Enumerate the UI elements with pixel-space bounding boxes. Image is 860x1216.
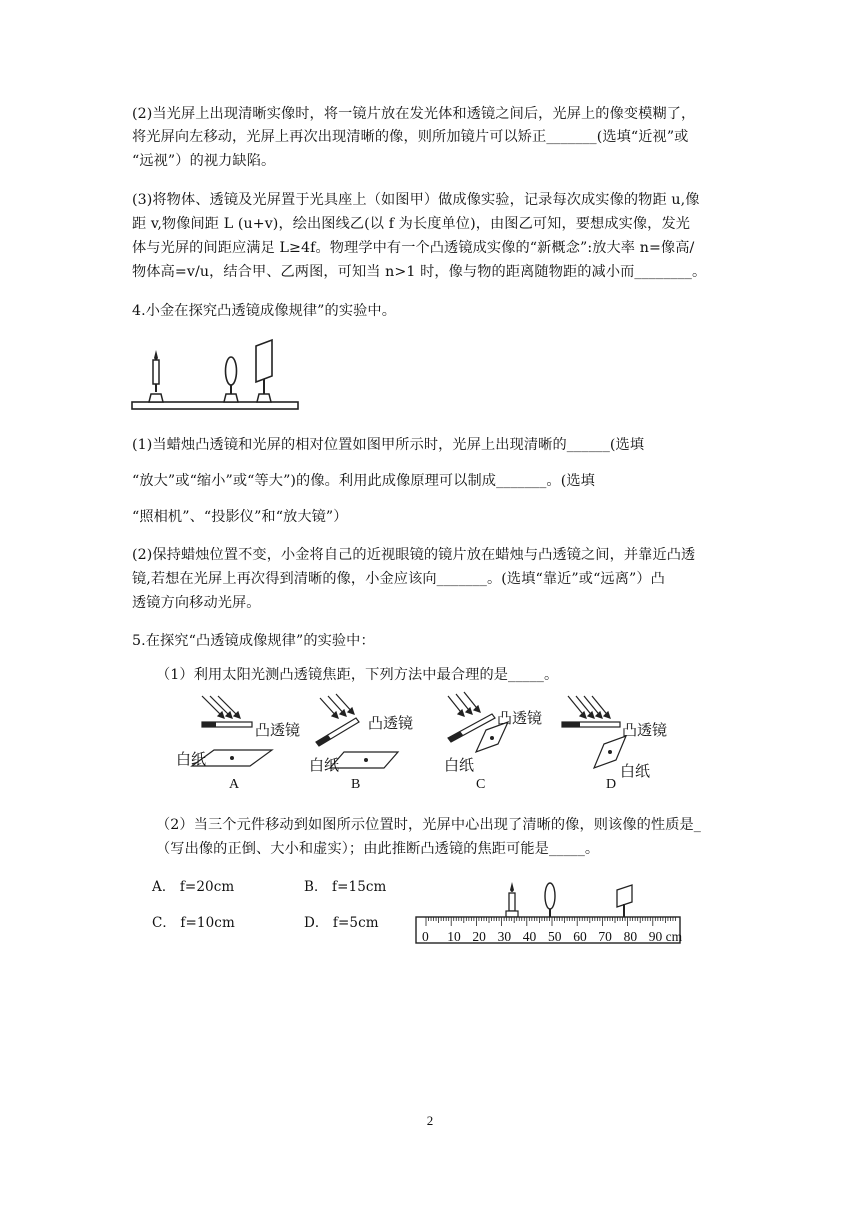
ruler-label: 40 (522, 929, 537, 944)
ruler-label: 30 (497, 929, 512, 944)
label-lens-a: 凸透镜 (255, 721, 301, 739)
option-c: C． f=10cm (152, 915, 235, 931)
q3-p3-line2: 距 v,物像间距 L (u+v)，绘出图线乙(以 f 为长度单位)，由图乙可知，要想成实像，发光 (132, 216, 691, 232)
option-a: A． f=20cm (152, 879, 235, 895)
q3-p3-line4: 物体高=v/u，结合甲、乙两图，可知当 n>1 时，像与物的距离随物距的减小而________。 (132, 264, 707, 280)
label-paper-c: 白纸 (444, 756, 475, 774)
q4-p2-line1: (2)保持蜡烛位置不变，小金将自己的近视眼镜的镜片放在蜡烛与凸透镜之间，并靠近凸透 (132, 547, 696, 563)
q3-p3-line3: 体与光屏的间距应满足 L≥4f。物理学中有一个凸透镜成实像的“新概念”:放大率 n=像高/ (132, 240, 695, 256)
ruler-label: 80 (623, 929, 638, 944)
page-number: 2 (426, 1113, 434, 1128)
label-paper-b: 白纸 (309, 756, 340, 774)
label-paper-d: 白纸 (620, 762, 651, 780)
label-lens-c: 凸透镜 (497, 709, 543, 727)
q4-p1-line3: “照相机”、“投影仪”和“放大镜”） (132, 509, 348, 525)
q4-p2-line3: 透镜方向移动光屏。 (132, 595, 261, 611)
label-option-a: A (229, 777, 240, 792)
label-lens-b: 凸透镜 (368, 714, 414, 732)
q5-p2-line2: （写出像的正倒、大小和虚实）；由此推断凸透镜的焦距可能是_____。 (156, 841, 600, 857)
option-b: B． f=15cm (304, 879, 387, 895)
q3-p2-line3: “远视”）的视力缺陷。 (132, 153, 276, 169)
q4-p1-line2: “放大”或“缩小”或“等大”)的像。利用此成像原理可以制成_______。(选填 (132, 473, 595, 489)
ruler-label: 60 (573, 929, 587, 944)
q3-p2-line2: 将光屏向左移动，光屏上再次出现清晰的像，则所加镜片可以矫正_______(选填“近视”或 (132, 129, 689, 145)
q5-title: 5.在探究“凸透镜成像规律”的实验中： (132, 633, 375, 649)
ruler-label: 10 (447, 929, 461, 944)
q5-p2-line1: （2）当三个元件移动到如图所示位置时，光屏中心出现了清晰的像，则该像的性质是_ (156, 817, 701, 833)
label-lens-d: 凸透镜 (622, 721, 668, 739)
optical-bench-figure-jia (130, 338, 300, 414)
label-option-c: C (476, 777, 486, 792)
option-d: D． f=5cm (304, 915, 379, 931)
q3-p3-line1: (3)将物体、透镜及光屏置于光具座上（如图甲）做成像实验，记录每次成实像的物距 u,像 (132, 192, 700, 208)
q4-p2-line2: 镜,若想在光屏上再次得到清晰的像，小金应该向_______。(选填“靠近”或“远离”）凸 (132, 571, 665, 587)
q4-title: 4.小金在探究凸透镜成像规律”的实验中。 (132, 303, 396, 319)
q4-p1-line1: (1)当蜡烛凸透镜和光屏的相对位置如图甲所示时，光屏上出现清晰的______(选填 (132, 437, 645, 453)
q3-p2-line1: (2)当光屏上出现清晰实像时，将一镜片放在发光体和透镜之间后，光屏上的像变模糊了， (132, 106, 696, 122)
q5-p1: （1）利用太阳光测凸透镜焦距，下列方法中最合理的是_____。 (156, 667, 559, 683)
ruler-label: 0 (422, 929, 429, 944)
ruler-label: 20 (472, 929, 486, 944)
label-paper-a: 白纸 (176, 750, 207, 768)
label-option-d: D (606, 777, 617, 792)
ruler-label: 50 (548, 929, 562, 944)
ruler-label: 70 (598, 929, 612, 944)
ruler-label: 90 cm (648, 929, 683, 944)
label-option-b: B (351, 777, 361, 792)
